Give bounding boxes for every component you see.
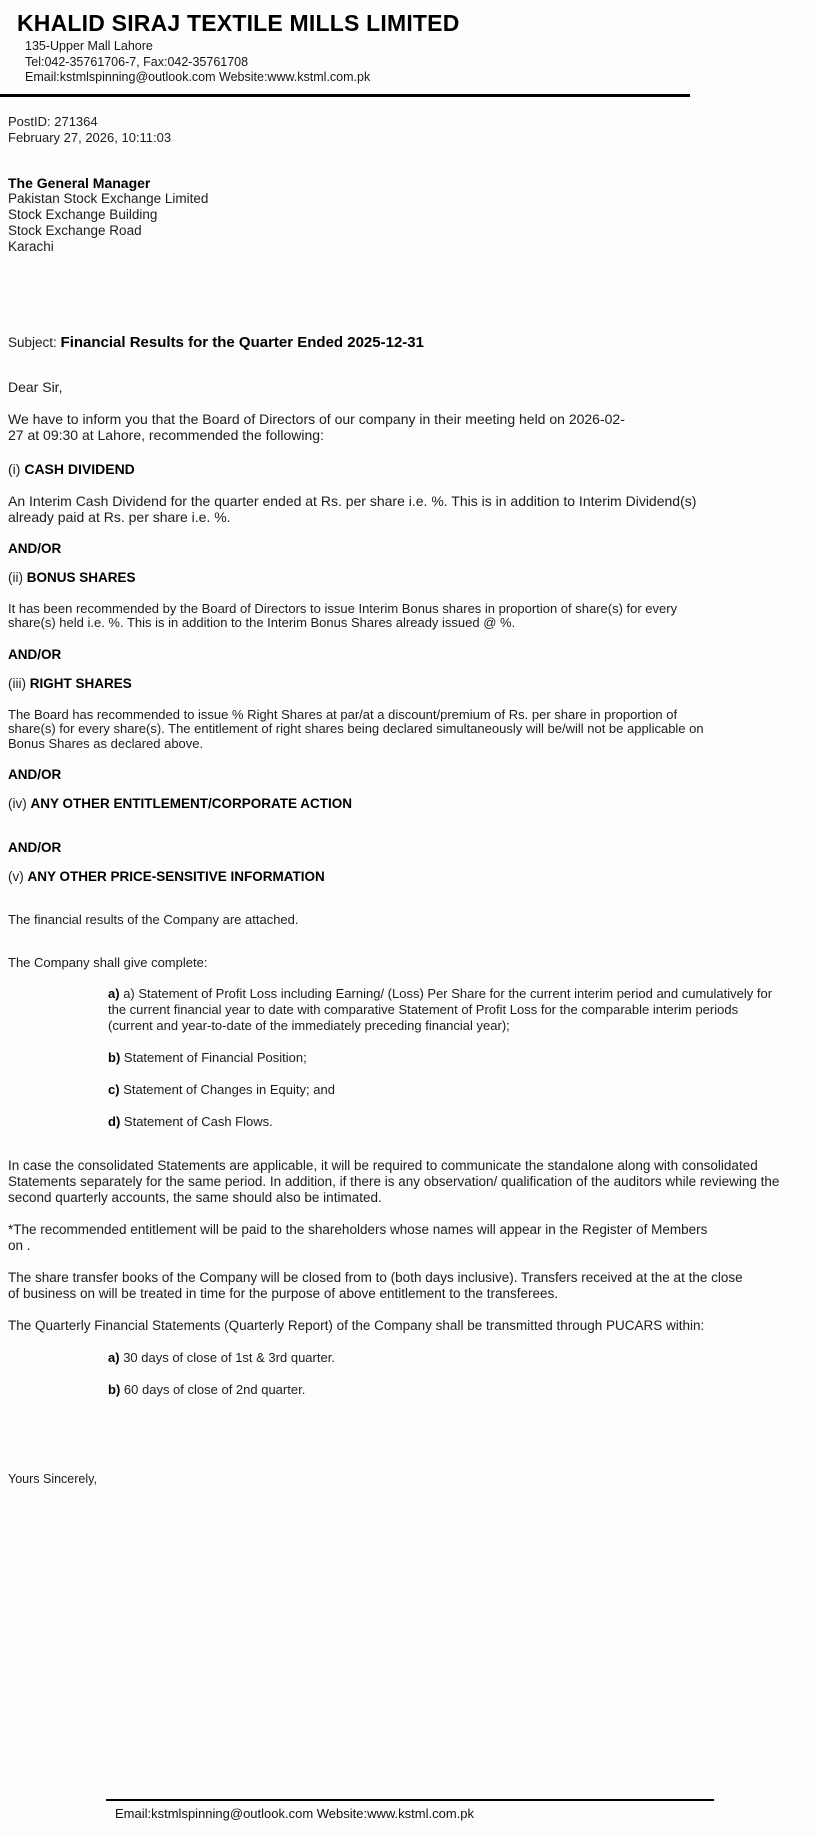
statements-list [108,986,809,1130]
statement-text: Statement of Changes in Equity; and [123,1082,335,1097]
statement-item-a [108,986,773,1034]
company-name: KHALID SIRAJ TEXTILE MILLS LIMITED [17,10,460,36]
post-datetime: February 27, 2026, 10:11:03 [8,129,172,145]
addressee-line: Stock Exchange Road [8,222,142,238]
statement-item-d [108,1114,773,1130]
books-closure-line2: of business on will be treated in time for the purpose of above entitlement to the transferees. [8,1286,559,1301]
section-title: CASH DIVIDEND [24,460,135,477]
deadline-text: 30 days of close of 1st & 3rd quarter. [123,1350,335,1365]
and-or-separator: AND/OR [8,540,62,556]
statement-item-b [108,1050,773,1066]
section-number: (v) [8,869,28,884]
section-number: (i) [8,460,25,477]
letterhead-divider [0,94,690,97]
subject-text: Financial Results for the Quarter Ended 2025-12-31 [60,333,424,351]
section-title: RIGHT SHARES [29,675,132,691]
statement-text: a) Statement of Profit Loss including Earning/ (Loss) Per Share for the current interim period and cumulatively for the current financial year to date with comparative Statement of Profit Loss for the comparable interim periods (current and year-to-date of the immediately preceding financial year); [108,986,773,1033]
section-heading-bonus-shares [8,570,809,586]
bonus-shares-paragraph: It has been recommended by the Board of Directors to issue Interim Bonus shares in proportion of share(s) for every share(s) held i.e. %. This is in addition to the Interim Bonus Shares already issued @ %. [8,600,678,630]
and-or-separator: AND/OR [8,646,62,662]
register-note: *The recommended entitlement will be paid to the shareholders whose names will appear in the Register of Members on . [8,1222,708,1253]
statement-label: b) [108,1050,121,1065]
section-number: (iii) [8,675,30,691]
statement-text: Statement of Cash Flows. [123,1114,273,1129]
statement-label: c) [108,1082,120,1097]
subject-line [8,334,809,351]
and-or-separator: AND/OR [8,840,62,855]
addressee-line: Karachi [8,238,54,254]
letterhead [0,10,817,97]
deadline-item-b [108,1382,809,1398]
section-heading-cash-dividend [8,461,809,477]
books-closure-note [8,1270,753,1302]
statement-label: d) [108,1114,121,1129]
addressee-line: Stock Exchange Building [8,206,158,222]
statement-text: Statement of Financial Position; [123,1050,307,1065]
deadline-item-a [108,1350,809,1366]
section-number: (iv) [8,796,31,811]
statement-item-c [108,1082,773,1098]
deadline-text: 60 days of close of 2nd quarter. [123,1382,306,1397]
company-address: 135-Upper Mall Lahore [25,39,153,53]
addressee-line: Pakistan Stock Exchange Limited [8,190,209,206]
pucars-note: The Quarterly Financial Statements (Quarterly Report) of the Company shall be transmitted through PUCARS within: [8,1318,705,1333]
results-attached-note: The financial results of the Company are attached. [8,912,299,927]
section-heading-other-entitlement [8,796,809,812]
deadline-label: b) [108,1382,121,1397]
section-title: ANY OTHER ENTITLEMENT/CORPORATE ACTION [30,796,353,811]
books-closure-line1: The share transfer books of the Company will be closed from to (both days inclusive). Transfers received at the at the close [8,1270,743,1285]
section-heading-price-sensitive [8,869,809,885]
section-number: (ii) [8,569,27,585]
statement-label: a) [108,986,120,1001]
addressee-title: The General Manager [8,174,151,191]
subject-label: Subject: [8,334,61,350]
consolidated-note: In case the consolidated Statements are applicable, it will be required to communicate the standalone along with consolidated Statements separately for the same period. In addition, if there is any observation/ qualification of the auditors while reviewing the second quarterly accounts, the same should also be intimated. [8,1158,780,1205]
section-title: ANY OTHER PRICE-SENSITIVE INFORMATION [27,869,325,884]
section-heading-right-shares [8,676,809,692]
company-phone-fax: Tel:042-35761706-7, Fax:042-35761708 [25,54,249,69]
addressee-block [8,175,809,255]
page-footer [106,1799,714,1821]
footer-contact: Email:kstmlspinning@outlook.com Website:www.kstml.com.pk [115,1806,475,1821]
cash-dividend-paragraph: An Interim Cash Dividend for the quarter ended at Rs. per share i.e. %. This is in addition to Interim Dividend(s) already paid at Rs. per share i.e. %. [8,492,697,525]
and-or-separator: AND/OR [8,767,62,782]
salutation: Dear Sir, [8,378,63,395]
deadline-label: a) [108,1350,120,1365]
post-id: PostID: 271364 [8,113,98,129]
section-title: BONUS SHARES [26,569,136,585]
give-complete-note: The Company shall give complete: [8,954,208,970]
closing-salutation: Yours Sincerely, [8,1472,97,1486]
company-email-website: Email:kstmlspinning@outlook.com Website:www.kstml.com.pk [25,70,371,84]
right-shares-paragraph: The Board has recommended to issue % Right Shares at par/at a discount/premium of Rs. per share in proportion of share(s) for every share(s). The entitlement of right shares being declared simultaneously will be/will not be applicable on Bonus Shares as declared above. [8,706,704,751]
intro-paragraph: We have to inform you that the Board of Directors of our company in their meeting held on 2026-02-27 at 09:30 at Lahore, recommended the following: [8,410,625,443]
post-meta [8,114,809,146]
